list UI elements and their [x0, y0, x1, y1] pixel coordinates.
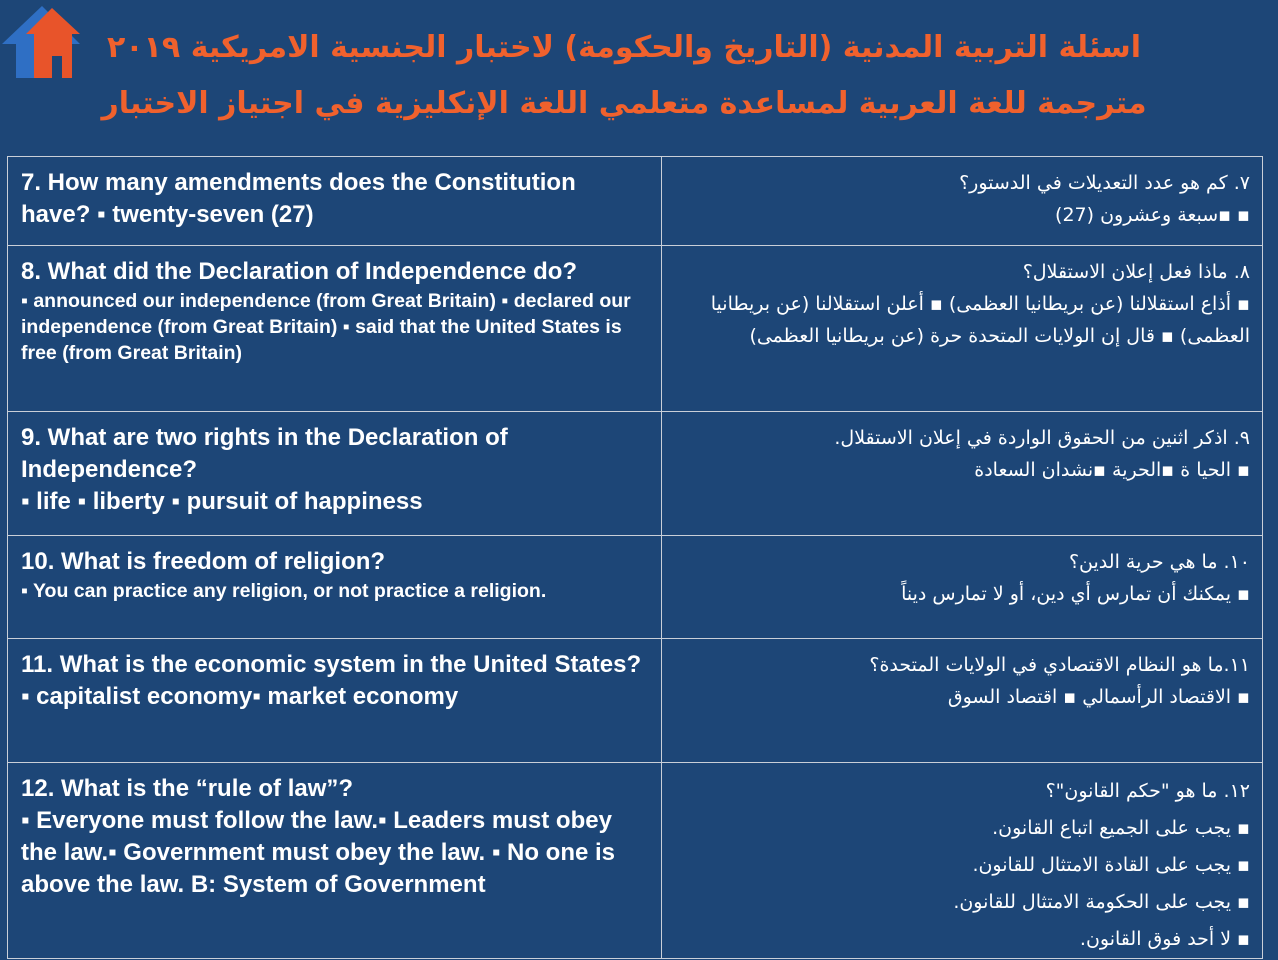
english-question: 7. How many amendments does the Constitution have? ▪ twenty-seven (27) — [21, 169, 576, 228]
arabic-question: ١١.ما هو النظام الاقتصادي في الولايات المتحدة؟ — [869, 654, 1250, 676]
english-cell — [8, 246, 662, 412]
english-cell — [8, 157, 662, 246]
page-subtitle: مترجمة للغة العربية لمساعدة متعلمي اللغة الإنكليزية في اجتياز الاختبار — [101, 86, 1147, 121]
arabic-cell — [662, 763, 1263, 959]
arabic-cell — [662, 412, 1263, 536]
arabic-answer: ▪ يجب على الحكومة الامتثال للقانون. — [953, 891, 1250, 913]
english-answer: ▪ announced our independence (from Great Britain) ▪ declared our independence (from Great Britain) ▪ said that the United States is free (from Great Britain) — [21, 290, 631, 364]
english-question: 11. What is the economic system in the United States? — [21, 651, 642, 678]
english-answer: ▪ Everyone must follow the law.▪ Leaders must obey the law.▪ Government must obey the law. ▪ No one is above the law. B: System of Government — [21, 807, 616, 898]
table-row — [8, 412, 1263, 536]
arabic-cell — [662, 639, 1263, 763]
table-row — [8, 639, 1263, 763]
arabic-question: ٨. ماذا فعل إعلان الاستقلال؟ — [1022, 261, 1250, 283]
qa-table — [7, 156, 1263, 959]
arabic-answer: ▪ الحيا ة ▪الحرية ▪نشدان السعادة — [974, 459, 1250, 481]
arabic-question: ٧. كم هو عدد التعديلات في الدستور؟ — [959, 172, 1250, 194]
english-question: 12. What is the “rule of law”? — [21, 775, 354, 802]
arabic-question: ١٢. ما هو "حكم القانون"؟ — [1045, 780, 1250, 802]
english-question: 9. What are two rights in the Declaration of Independence? — [21, 424, 508, 483]
arabic-cell — [662, 246, 1263, 412]
arabic-answer: ▪ لا أحد فوق القانون. — [1079, 928, 1250, 950]
table-row — [8, 246, 1263, 412]
arabic-question: ٩. اذكر اثنين من الحقوق الواردة في إعلان الاستقلال. — [834, 427, 1250, 449]
table-row — [8, 536, 1263, 639]
arabic-answer: ▪ يجب على القادة الامتثال للقانون. — [972, 854, 1250, 876]
arabic-answer: ▪ الاقتصاد الرأسمالي ▪ اقتصاد السوق — [947, 686, 1250, 708]
arabic-question: ١٠. ما هي حرية الدين؟ — [1068, 551, 1250, 573]
table-row — [8, 763, 1263, 959]
english-cell — [8, 763, 662, 959]
arabic-answer: ▪ أذاع استقلالنا (عن بريطانيا العظمى) ▪ أعلن استقلالنا (عن بريطانيا العظمى) ▪ قال إن الولايات المتحدة حرة (عن بريطانيا العظمى) — [710, 293, 1250, 347]
table-row — [8, 157, 1263, 246]
house-icon — [2, 4, 80, 78]
arabic-cell — [662, 157, 1263, 246]
english-cell — [8, 412, 662, 536]
arabic-cell — [662, 536, 1263, 639]
page-title: اسئلة التربية المدنية (التاريخ والحكومة) لاختبار الجنسية الامريكية ٢٠١٩ — [107, 30, 1141, 65]
english-cell — [8, 536, 662, 639]
arabic-answer: ▪ يمكنك أن تمارس أي دين، أو لا تمارس ديناً — [901, 583, 1250, 605]
english-answer: ▪ life ▪ liberty ▪ pursuit of happiness — [21, 488, 423, 515]
arabic-answer: ▪ ▪سبعة وعشرون (27) — [1055, 204, 1250, 226]
arabic-answer: ▪ يجب على الجميع اتباع القانون. — [992, 817, 1250, 839]
english-answer: ▪ capitalist economy▪ market economy — [21, 683, 459, 710]
english-question: 10. What is freedom of religion? — [21, 548, 386, 575]
english-answer: ▪ You can practice any religion, or not practice a religion. — [21, 580, 547, 602]
english-question: 8. What did the Declaration of Independence do? — [21, 258, 578, 285]
english-cell — [8, 639, 662, 763]
